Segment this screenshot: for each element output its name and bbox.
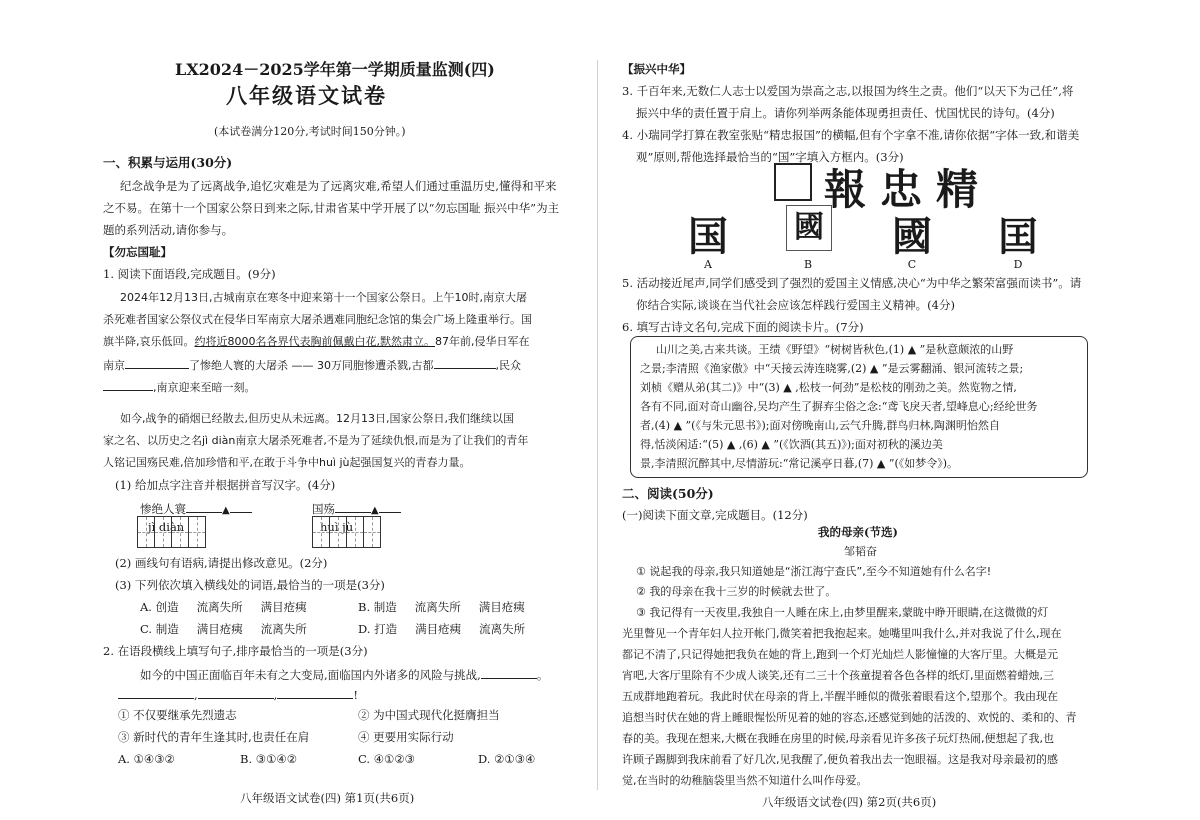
pinyin-word-text: 惨绝人寰 (140, 502, 186, 516)
q2-choice: ③ 新时代的青年生逢其时,也责任在肩 (118, 730, 310, 744)
passage-text: ,民众 (495, 359, 521, 372)
q1-3: (3) 下列依次填入横线处的词语,最恰当的一项是(3分) (115, 578, 385, 592)
article-line: 追想当时伏在她的背上睡眼惺忪所见着的她的容态,还感觉到她的活泼的、欢悦的、柔和的、青 (622, 711, 1077, 724)
fill-blank[interactable] (230, 500, 252, 513)
underlined-sentence: 约将近8000名各界代表胸前佩戴白花,默然肃立。 (194, 335, 435, 348)
answer-box[interactable] (774, 163, 812, 201)
intro-line: 纪念战争是为了远离战争,追忆灾难是为了远离灾难,希望人们通过重温历史,懂得和平来 (120, 179, 557, 193)
article-line: 光里瞥见一个青年妇人拉开帐门,微笑着把我抱起来。她嘴里叫我什么,并对我说了什么,现在 (622, 627, 1062, 640)
fill-blank[interactable] (118, 686, 194, 699)
q3-line: 3. 千百年来,无数仁人志士以爱国为崇高之志,以报国为终生之责。他们“以天下为己任”,将 (622, 84, 1074, 98)
q2-choice: ② 为中国式现代化挺膺担当 (358, 708, 500, 722)
q2-line: 如今的中国正面临百年未有之大变局,面临国内外诸多的风险与挑战, 。 (140, 668, 549, 682)
article-line: 都记不清了,只记得她把我负在她的背上,跑到一个灯光灿烂人影憧憧的大客厅里。大概是元 (622, 648, 1058, 661)
passage-line (103, 334, 530, 349)
article-line: 宵吧,大客厅里除有不少成人谈笑,还有二三十个孩童提着各色各样的纸灯,里面燃着蜡烛,三 (622, 669, 1054, 682)
guo-option-d-glyph: 囯 (998, 213, 1038, 260)
exam-subtitle: 八年级语文试卷 (226, 83, 387, 108)
card-line: 得,恬淡闲适:“(5) ▲ ,(6) ▲ ”(《饮酒(其五)》);面对初秋的溪边美 (640, 438, 943, 451)
article-line: 觉,在当时的幼稚脑袋里当然不知道什么叫作母爱。 (622, 774, 868, 787)
guo-option-c-label[interactable]: C (907, 258, 917, 271)
passage-text: 南京 (103, 359, 125, 372)
q2-choice: ① 不仅要继承先烈遗志 (118, 708, 237, 722)
fill-blank[interactable] (481, 666, 537, 679)
passage-text: 旗半降,哀乐低回。 (103, 335, 195, 348)
part2-sub: (一)阅读下面文章,完成题目。(12分) (622, 508, 808, 522)
card-line: 者,(4) ▲ ”(《与朱元思书》);面对傍晚南山,云气升腾,群鸟归林,陶渊明怡然自 (640, 419, 1000, 432)
card-line: 之景;李清照《渔家傲》中“天接云涛连晓雾,(2) ▲ ”是云雾翻涌、银河流转之景; (640, 362, 1024, 375)
passage-text: ,南京迎来至暗一刻。 (153, 381, 256, 394)
q4-line: 观”原则,帮他选择最恰当的“国”字填入方框内。(3分) (636, 150, 904, 164)
passage-line: 人铭记国殇民难,倍加珍惜和平,在敢于斗争中huì jù起强国复兴的青春力量。 (103, 456, 471, 469)
article-line: ① 说起我的母亲,我只知道她是“浙江海宁查氏”,至今不知道她有什么名字! (636, 565, 992, 578)
fill-blank[interactable] (434, 356, 496, 369)
q2-blanks: , , ! (118, 686, 358, 703)
q2-choice: ④ 更要用实际行动 (358, 730, 454, 744)
q5-line: 5. 活动接近尾声,同学们感受到了强烈的爱国主义情感,决心“为中华之繁荣富强而读书”。请 (622, 276, 1082, 290)
article-line: ② 我的母亲在我十三岁的时候就去世了。 (636, 585, 837, 598)
triangle-icon: ▲ (371, 505, 379, 516)
option-a[interactable]: A. 创造 流离失所 满目疮痍 (140, 600, 307, 614)
card-line: 各有不同,面对奇山幽谷,吴均产生了摒弃尘俗之念:“鸢飞戾天者,望峰息心;经纶世务 (640, 400, 1038, 413)
card-line: 刘桢《赠从弟(其二)》中“(3) ▲ ,松枝一何劲”是松枝的刚劲之美。然览物之情, (640, 381, 1017, 394)
passage-line: 家之名、以历史之名jì diàn南京大屠杀死难者,不是为了延续仇恨,而是为了让我们的青年 (103, 434, 529, 447)
q1-stem: 1. 阅读下面语段,完成题目。(9分) (103, 267, 276, 281)
article-line: ③ 我记得有一天夜里,我独自一人睡在床上,由梦里醒来,蒙眬中睁开眼睛,在这微微的灯 (636, 606, 1049, 619)
exam-note: (本试卷满分120分,考试时间150分钟。) (214, 125, 406, 138)
pinyin-word-text: 国殇 (312, 502, 335, 516)
fill-blank[interactable] (198, 686, 274, 699)
article-line: 许顾子踢脚到我床前看了好几次,见我醒了,便负着我出去一饱眼福。这是我对母亲最初的感 (622, 753, 1058, 766)
writing-grid[interactable] (137, 516, 206, 548)
q2-stem: 2. 在语段横线上填写句子,排序最恰当的一项是(3分) (103, 644, 368, 658)
guo-option-b-label[interactable]: B (803, 258, 813, 271)
page-footer: 八年级语文试卷(四) 第1页(共6页) (240, 791, 415, 805)
pinyin-label: huì jù (320, 520, 354, 534)
q2-option-a[interactable]: A. ①④③② (118, 752, 175, 766)
q5-line: 你结合实际,谈谈在当代社会应该怎样践行爱国主义精神。(4分) (636, 298, 955, 312)
banner-chars: 報忠精 (824, 165, 993, 214)
card-line: 山川之美,古来共谈。王绩《野望》“树树皆秋色,(1) ▲ ”是秋意颇浓的山野 (656, 343, 1014, 356)
option-c[interactable]: C. 制造 满目疮痍 流离失所 (140, 622, 307, 636)
fill-blank[interactable] (277, 686, 353, 699)
q4-line: 4. 小瑞同学打算在教室张贴“精忠报国”的横幅,但有个字拿不准,请你依据“字体一致,和谐美 (622, 128, 1080, 142)
fill-blank[interactable] (379, 500, 401, 513)
fill-blank[interactable] (125, 356, 189, 369)
option-b[interactable]: B. 制造 流离失所 满目疮痍 (358, 600, 525, 614)
q3-line: 振兴中华的责任置于肩上。请你列举两条能体现勇担责任、忧国忧民的诗句。(4分) (636, 106, 1055, 120)
passage-line: 杀死难者国家公祭仪式在侵华日军南京大屠杀遇难同胞纪念馆的集会广场上隆重举行。国 (103, 313, 532, 326)
passage-line: 2024年12月13日,古城南京在寒冬中迎来第十一个国家公祭日。上午10时,南京大屠 (120, 291, 527, 304)
guo-option-d-label[interactable]: D (1013, 258, 1023, 271)
guo-option-a-label[interactable]: A (704, 258, 712, 271)
passage-text: 了惨绝人寰的大屠杀 —— 30万同胞惨遭杀戮,古都 (189, 359, 434, 372)
q2-option-d[interactable]: D. ②①③④ (478, 752, 536, 766)
guo-option-b-glyph: 國 (786, 205, 832, 251)
intro-line: 题的系列活动,请你参与。 (103, 223, 234, 237)
intro-line: 之不易。在第十一个国家公祭日到来之际,甘肃省某中学开展了以“勿忘国耻 振兴中华”为主 (103, 201, 560, 215)
triangle-icon: ▲ (222, 505, 230, 516)
guo-option-a-glyph: 国 (688, 213, 728, 260)
q2-option-c[interactable]: C. ④①②③ (358, 752, 415, 766)
article-line: 春的美。我现在想来,大概在我睡在房里的时候,母亲看见许多孩子玩灯热闹,便想起了我,也 (622, 732, 1054, 745)
guo-option-c-glyph: 國 (892, 213, 932, 260)
right-page (600, 0, 1200, 820)
passage-text: 87年前,侵华日军在 (435, 335, 530, 348)
article-author: 邹韬奋 (844, 545, 877, 558)
exam-title: LX2024－2025学年第一学期质量监测(四) (175, 60, 495, 79)
q6-stem: 6. 填写古诗文名句,完成下面的阅读卡片。(7分) (622, 320, 864, 334)
card-line: 景,李清照沉醉其中,尽情游玩:“常记溪亭日暮,(7) ▲ ”(《如梦令》)。 (640, 457, 959, 470)
pinyin-label: jì diàn (148, 520, 185, 534)
passage-line: 如今,战争的硝烟已经散去,但历史从未远离。12月13日,国家公祭日,我们继续以国 (120, 412, 514, 425)
passage-line (103, 356, 521, 373)
fill-blank[interactable] (335, 500, 371, 513)
passage-line (103, 378, 256, 395)
section-wuwang: 【勿忘国耻】 (103, 245, 172, 259)
article-title: 我的母亲(节选) (818, 525, 898, 539)
article-line: 五成群地跑着玩。我此时伏在母亲的背上,半醒半睡似的微张着眼看这个,望那个。我由现在 (622, 690, 1058, 703)
q2-option-b[interactable]: B. ③①④② (240, 752, 298, 766)
part1-title: 一、积累与运用(30分) (103, 155, 233, 170)
q1-2: (2) 画线句有语病,请提出修改意见。(2分) (115, 556, 328, 570)
writing-grid[interactable] (312, 516, 381, 548)
fill-blank[interactable] (186, 500, 222, 513)
part2-title: 二、阅读(50分) (622, 486, 714, 501)
option-d[interactable]: D. 打造 满目疮痍 流离失所 (358, 622, 526, 636)
section-zhenxing: 【振兴中华】 (622, 62, 691, 76)
q1-1: (1) 给加点字注音并根据拼音写汉字。(4分) (115, 478, 336, 492)
page-footer: 八年级语文试卷(四) 第2页(共6页) (762, 795, 937, 809)
fill-blank[interactable] (103, 378, 153, 391)
